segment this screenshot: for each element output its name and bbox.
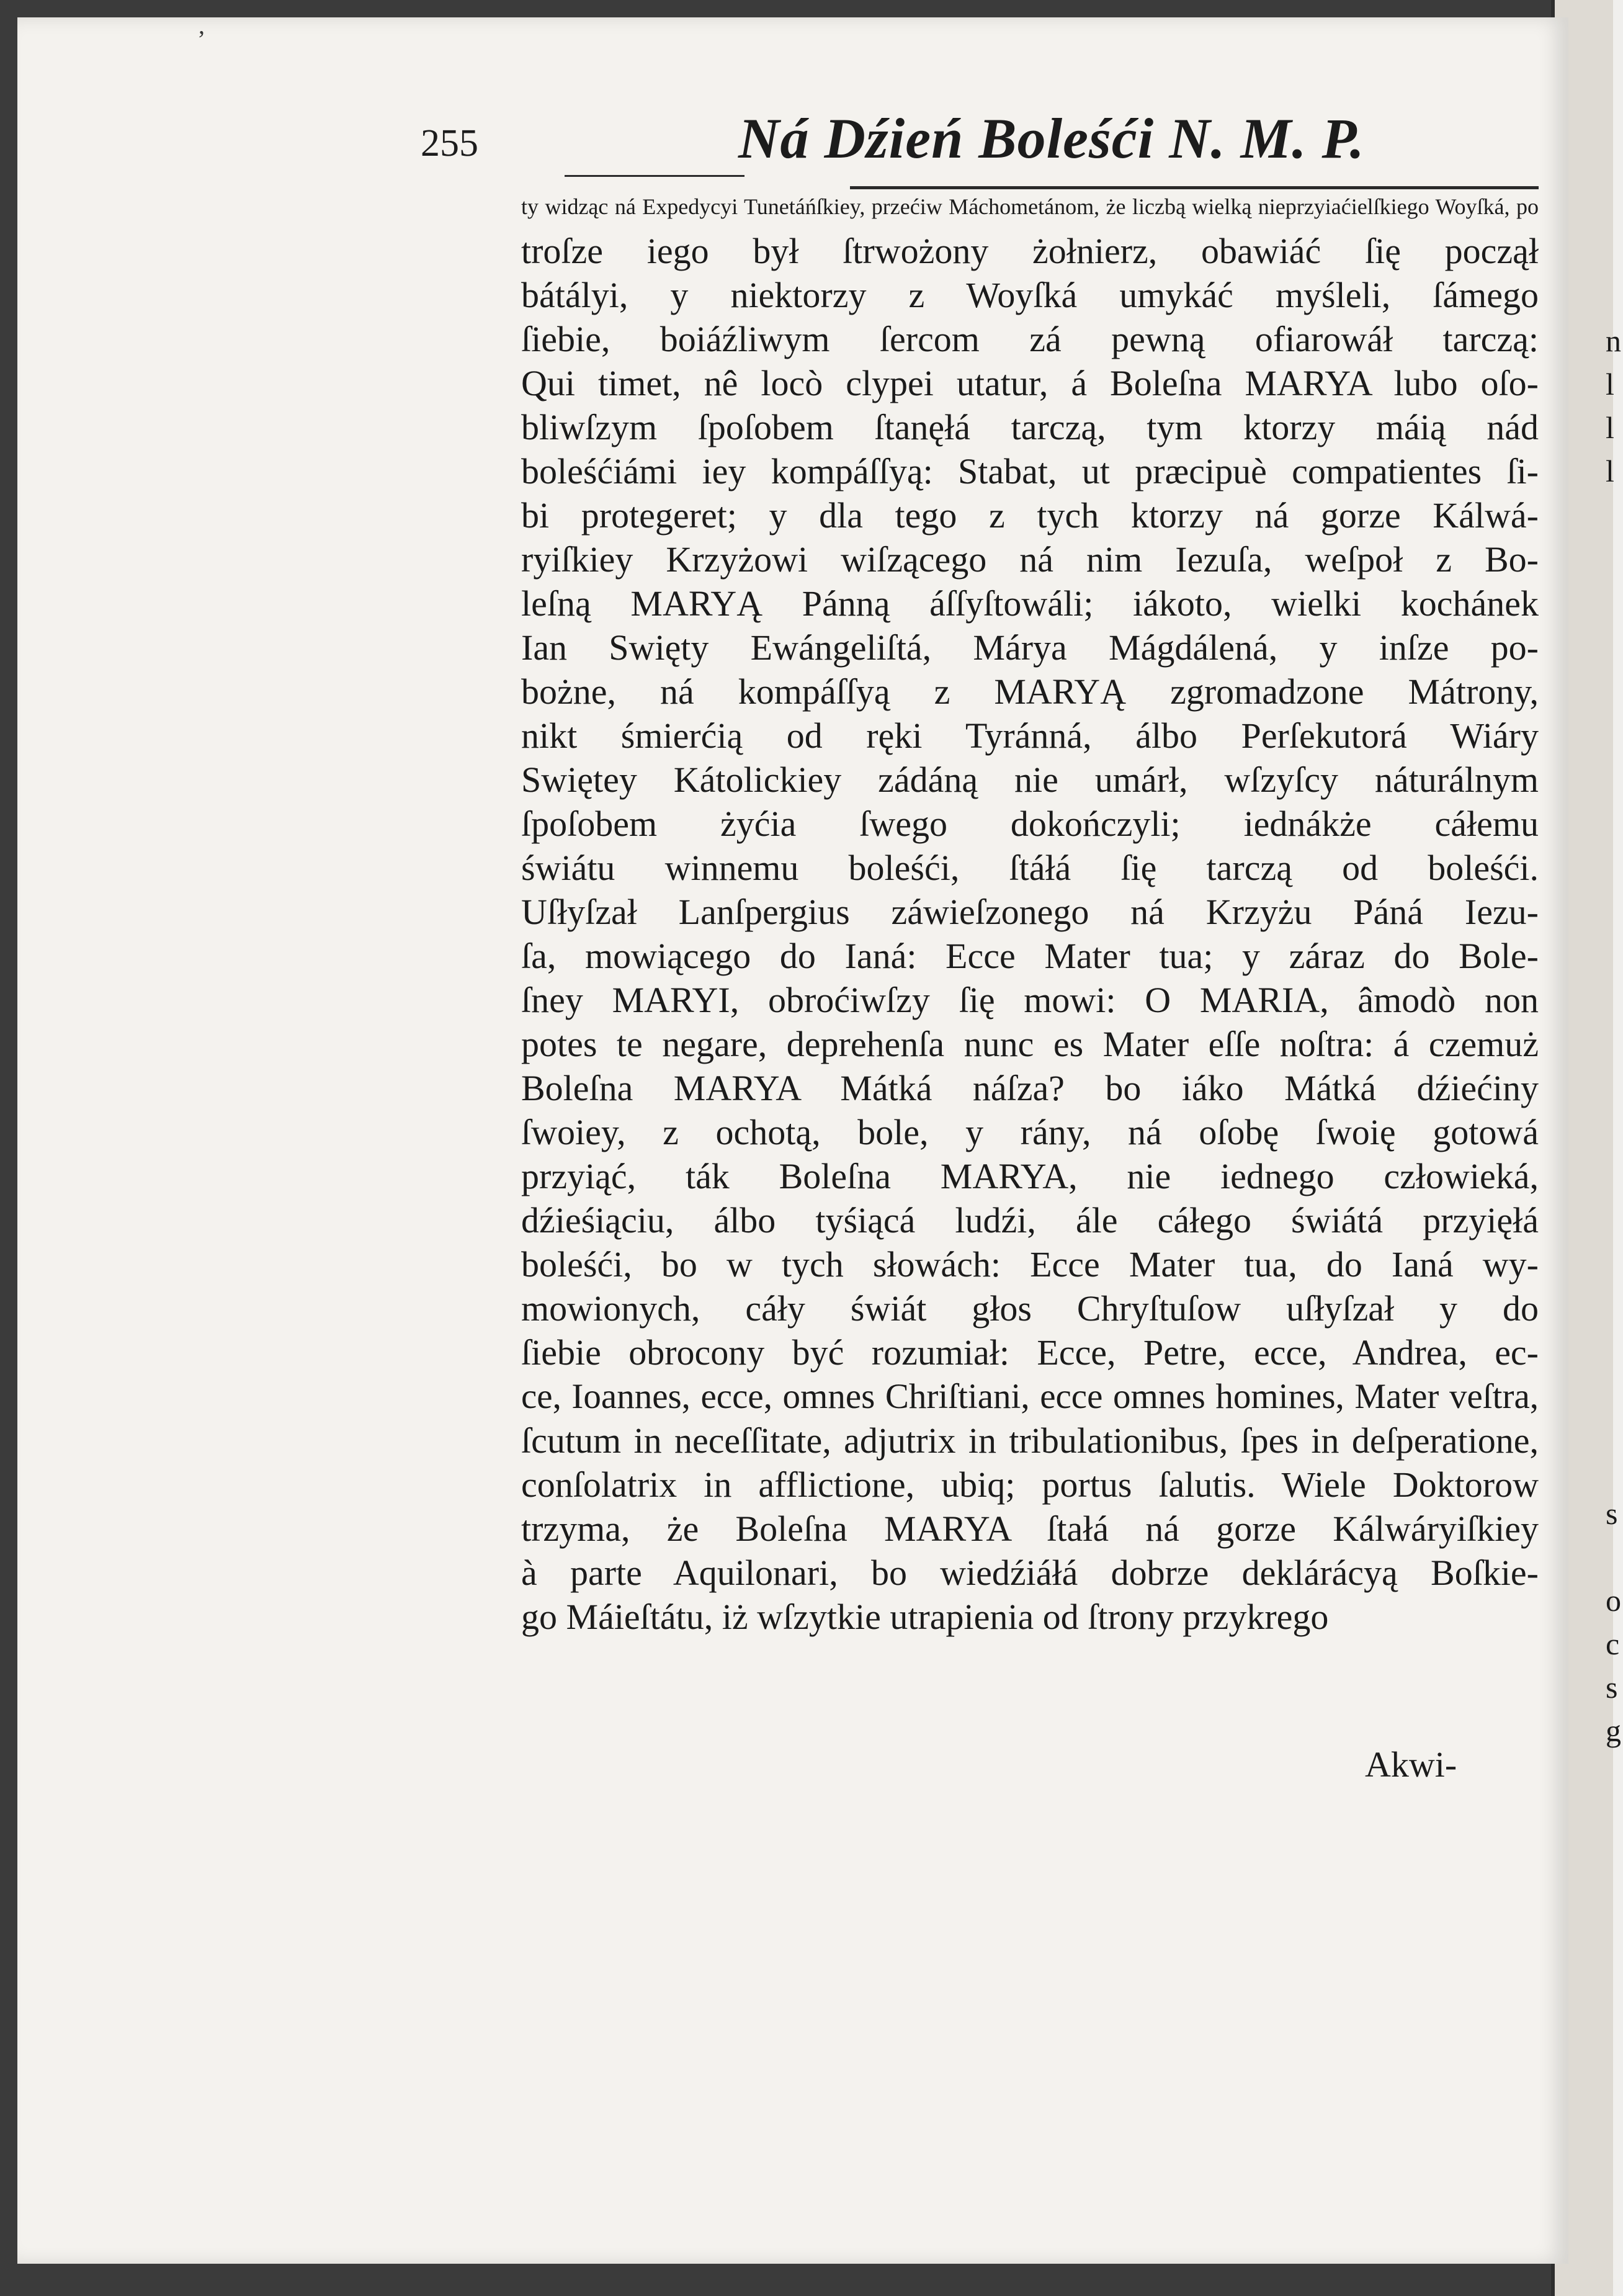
text-line: boleśći, bo w tych słowách: Ecce Mater tua, do Ianá wy- <box>521 1244 1539 1285</box>
text-line: Boleſna MARYA Mátká náſza? bo iáko Mátká dźiećiny <box>521 1068 1539 1108</box>
text-line: ſiebie obrocony być rozumiał: Ecce, Petre, ecce, Andrea, ec- <box>521 1332 1539 1373</box>
text-line: Swiętey Kátolickiey zádáną nie umárł, wſzyſcy náturálnym <box>521 760 1539 800</box>
catchword: Akwi- <box>1365 1744 1457 1785</box>
facing-page-letter: l <box>1606 454 1614 488</box>
text-line: Qui timet, nê locò clypei utatur, á Boleſna MARYA lubo oſo- <box>521 363 1539 403</box>
text-line: leſną MARYĄ Pánną áſſyſtowáli; iákoto, wielki kochánek <box>521 583 1539 624</box>
text-line: ryiſkiey Krzyżowi wiſzącego ná nim Iezuſa, weſpoł z Bo- <box>521 539 1539 580</box>
facing-page-letter: c <box>1606 1626 1620 1661</box>
text-line: troſze iego był ſtrwożony żołnierz, obawiáć ſię począł <box>521 231 1539 271</box>
header-rule-left <box>565 175 744 177</box>
text-line: go Máieſtátu, iż wſzytkie utrapienia od ſtrony przykrego <box>521 1597 1329 1637</box>
text-line: trzyma, że Boleſna MARYA ſtałá ná gorze Kálwáryiſkiey <box>521 1509 1539 1549</box>
facing-page-letter: g <box>1606 1713 1621 1748</box>
facing-page-letter: o <box>1606 1583 1621 1618</box>
text-line: bliwſzym ſpoſobem ſtanęłá tarczą, tym ktorzy máią nád <box>521 407 1539 447</box>
text-line: ſpoſobem żyćia ſwego dokończyli; iednákże cáłemu <box>521 804 1539 844</box>
text-line: ſney MARYI, obroćiwſzy ſię mowi: O MARIA, âmodò non <box>521 980 1539 1020</box>
text-line: ſcutum in neceſſitate, adjutrix in tribulationibus, ſpes in deſperatione, <box>521 1420 1539 1461</box>
body-text <box>521 185 1539 1639</box>
ink-speck: ʼ <box>197 25 206 53</box>
text-line: Ian Swięty Ewángeliſtá, Márya Mágdálená, y inſze po- <box>521 627 1539 668</box>
text-line: boleśćiámi iey kompáſſyą: Stabat, ut præcipuè compatientes ſi- <box>521 451 1539 491</box>
text-line: przyiąć, ták Boleſna MARYA, nie iednego człowieká, <box>521 1156 1539 1196</box>
text-line: potes te negare, deprehenſa nunc es Mater eſſe noſtra: á czemuż <box>521 1024 1539 1064</box>
text-line: ſiebie, boiáźliwym ſercom zá pewną ofiarowáł tarczą: <box>521 319 1539 359</box>
text-line: Uſłyſzał Lanſpergius záwieſzonego ná Krzyżu Páná Iezu- <box>521 892 1539 932</box>
facing-page-letter: l <box>1606 410 1614 445</box>
text-line: dźieśiąciu, álbo tyśiącá ludźi, ále cáłego świátá przyięłá <box>521 1200 1539 1240</box>
facing-page-letter: n <box>1606 323 1621 358</box>
running-head: Ná Dźień Boleśći N. M. P. <box>738 107 1365 170</box>
text-line: ſa, mowiącego do Ianá: Ecce Mater tua; y záraz do Bole- <box>521 936 1539 976</box>
text-line: ty widząc ná Expedycyi Tunetáńſkiey, przećiw Máchometánom, że liczbą wielką nieprzyiaćielſkiego Woyſká, po <box>521 194 1539 219</box>
text-line: ce, Ioannes, ecce, omnes Chriſtiani, ecce omnes homines, Mater veſtra, <box>521 1377 1539 1416</box>
text-line: nikt śmierćią od ręki Tyránná, álbo Perſekutorá Wiáry <box>521 715 1539 756</box>
text-line: à parte Aquilonari, bo wiedźiáłá dobrze deklárácyą Boſkie- <box>521 1553 1539 1593</box>
text-line: bi protegeret; y dla tego z tych ktorzy ná gorze Kálwá- <box>521 495 1539 536</box>
facing-page-letter: s <box>1606 1496 1618 1531</box>
text-line: bátályi, y niektorzy z Woyſká umykáć myśleli, ſámego <box>521 275 1539 315</box>
facing-page-letter: s <box>1606 1670 1618 1705</box>
page-number: 255 <box>421 122 478 164</box>
text-line: ſwoiey, z ochotą, bole, y rány, ná oſobę ſwoię gotowá <box>521 1112 1539 1152</box>
facing-page-letter: l <box>1606 367 1614 401</box>
text-line: conſolatrix in afflictione, ubiq; portus ſalutis. Wiele Doktorow <box>521 1464 1539 1505</box>
text-line: świátu winnemu boleśći, ſtáłá ſię tarczą od boleśći. <box>521 848 1539 888</box>
text-line: mowionych, cáły świát głos Chryſtuſow uſłyſzał y do <box>521 1288 1539 1329</box>
text-line: bożne, ná kompáſſyą z MARYĄ zgromadzone Mátrony, <box>521 671 1539 712</box>
